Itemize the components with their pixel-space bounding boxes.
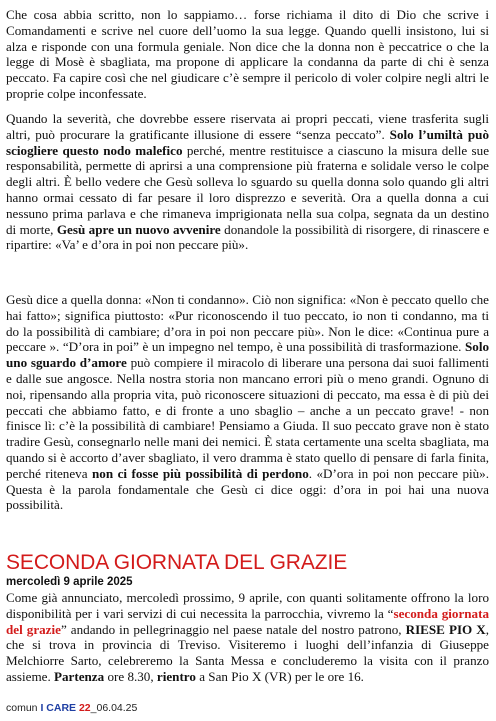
paragraph-4-text-e: , che si trova in provincia di Treviso. Visiteremo i luoghi dell’infanzia di Giuseppe Melchiorre Sarto, celebreremo la Santa Messa e concluderemo la visita con il pranzo assieme. xyxy=(6,621,489,684)
paragraph-4 xyxy=(6,590,489,685)
paragraph-1-text: Che cosa abbia scritto, non lo sappiamo… forse richiama il dito di Dio che scrive i Comandamenti e scrive nel cuore dell’uomo la sua legge. Quando quelli insistono, lui si alza e risponde con una formula geniale. Non dice che la donna non è peccatrice o che la legge di Mosè è sbagliata, ma propone di applicare la condanna da parte di chi è senza peccato. Fa capire così che nel giudicare c’è sempre il pericolo di voler colpire negli altri le proprie colpe inconfessate. xyxy=(6,7,489,101)
paragraph-4-text-i: a San Pio X (VR) per le ore 16. xyxy=(195,668,364,684)
footer-date: _06.04.25 xyxy=(90,702,138,714)
section-heading: SECONDA GIORNATA DEL GRAZIE xyxy=(6,551,348,574)
paragraph-2 xyxy=(6,111,489,253)
paragraph-2-bold-b: Solo l’umiltà può sciogliere questo nodo malefico xyxy=(6,126,489,158)
paragraph-2-text-c: perché, mentre restituisce a ciascuno la misura delle sue responsabilità, permette di aprirsi a una comprensione più fraterna e solidale verso le colpe degli altri. È bello vedere che Gesù solleva lo sguardo su quella donna solo quando gli altri hanno ormai cessato di far pesare il loro disprezzo e severità. Ora a quella donna a cui nessuno prima parlava e che rimaneva imprigionata nella sua colpa, segnata da un destino di morte, xyxy=(6,142,490,237)
paragraph-3 xyxy=(6,292,489,513)
paragraph-2-bold-d: Gesù apre un nuovo avvenire xyxy=(56,221,221,237)
paragraph-3-bold-d: non ci fosse più possibilità di perdono xyxy=(92,465,309,481)
paragraph-1 xyxy=(6,7,489,102)
paragraph-4-bold-d: RIESE PIO X xyxy=(405,621,486,637)
paragraph-4-text-a: Come già annunciato, mercoledì prossimo, 9 aprile, con quanti solitamente offrono la loro disponibilità per i vari servizi di cui necessita la parrocchia, vivremo la “ xyxy=(6,590,489,621)
paragraph-3-text-c: può compiere il miracolo di liberare una persona dai suoi fallimenti e dalle sue angosce. Nella nostra storia non mancano errori più o meno grandi. Ognuno di noi, ripensando alla propria vita, può riconoscere situazioni di peccato, ma essa è di più dei peccati che abbiamo fatto, e di fronte a uno sbaglio – anche a un peccato grave! - non finisce lì: c’è la possibilità di cambiare! Pensiamo a Giuda. Il suo peccato grave non è stato tradire Gesù, consegnarlo nelle mani dei nemici. È stata certamente una scelta sbagliata, ma quando si è accorto d’aver sbagliato, il vero dramma è stato quello di pensare di farla finita, perché riteneva xyxy=(6,355,489,481)
paragraph-4-text-c: ” andando in pellegrinaggio nel paese natale del nostro patrono, xyxy=(60,621,406,637)
paragraph-3-text-e: . «D’ora in poi non peccare più». Questa è la parola fondamentale che Gesù ci dice oggi: d’ora in poi hai una nuova possibilità. xyxy=(6,465,489,513)
paragraph-3-text-a: Gesù dice a quella donna: «Non ti condanno». Ciò non significa: «Non è peccato quello che hai fatto»; significa piuttosto: «Pur riconoscendo il tuo peccato, io non ti condanno, ma ti do la possibilità di cambiare; d’ora in poi non peccare più». Non le dice: «Continua pure a peccare ». “D’ora in poi” è un impegno nel tempo, è una possibilità di trasformazione. xyxy=(6,292,489,355)
paragraph-4-highlight-b: seconda giornata del grazie xyxy=(6,605,489,637)
paragraph-4-bold-h: rientro xyxy=(156,668,196,684)
paragraph-4-bold-f: Partenza xyxy=(54,668,105,684)
paragraph-3-bold-b: Solo uno sguardo d’amore xyxy=(6,339,489,371)
paragraph-2-text-a: Quando la severità, che dovrebbe essere riservata ai propri peccati, viene trasferita sugli altri, può procurare la gratificante illusione di essere “senza peccato”. xyxy=(6,111,489,142)
section-date: mercoledì 9 aprile 2025 xyxy=(6,576,133,588)
footer-brand: I CARE xyxy=(40,702,77,714)
page-footer xyxy=(6,702,137,715)
paragraph-2-text-e: donandole la possibilità di risorgere, di rinascere e ripartire: «Va’ e d’ora in poi non peccare più». xyxy=(6,221,490,253)
footer-prefix: comun xyxy=(6,702,41,714)
footer-number: 22 xyxy=(76,702,91,714)
paragraph-4-text-g: ore 8.30, xyxy=(104,668,157,684)
